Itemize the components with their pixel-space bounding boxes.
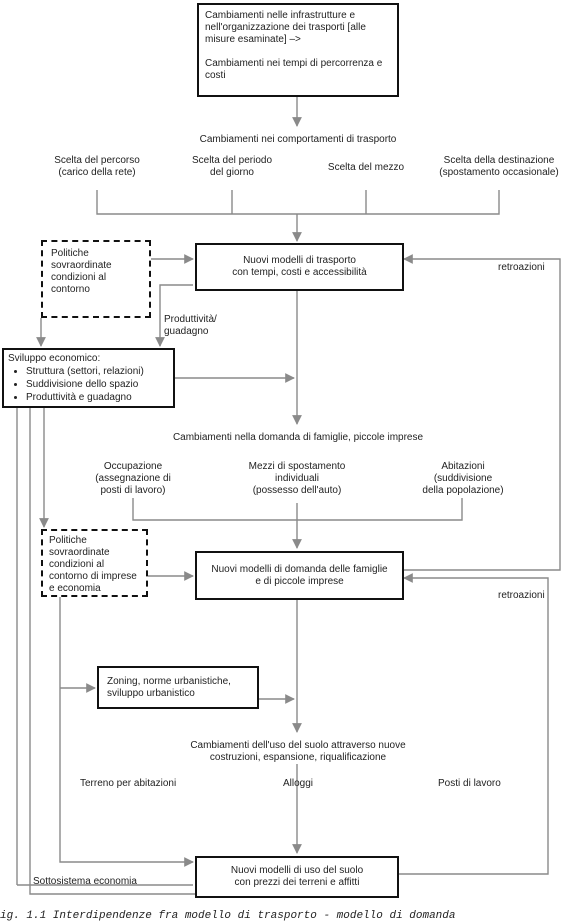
landuse-changes-label: Cambiamenti dell'uso del suolo attraverso nuove costruzioni, espansione, riqualificazione [190, 740, 406, 763]
arrow-policies-mid-to-landuse [60, 597, 193, 862]
productivity-label: Produttività/ guadagno [164, 314, 217, 337]
landuse-models-text: Nuovi modelli di uso del suolo con prezzi dei terreni e affitti [230, 865, 364, 888]
feedback-loop-2 [399, 578, 548, 874]
jobs-label: Posti di lavoro [438, 778, 501, 789]
economic-item-structure: • Struttura (settori, relazioni) [26, 365, 169, 378]
economic-item-space: • Suddivisione dello spazio [26, 378, 169, 391]
feedback-loop-1 [399, 259, 560, 570]
dwellings-label: Alloggi [282, 778, 314, 789]
choice-destination-label: Scelta della destinazione (spostamento occasionale) [439, 155, 559, 178]
feedback-label-1: retroazioni [498, 262, 545, 273]
choice-route-label: Scelta del percorso (carico della rete) [54, 155, 140, 178]
economic-development-box [2, 348, 175, 408]
figure-caption: ig. 1.1 Interdipendenze fra modello di trasporto - modello di domanda [0, 910, 456, 922]
demand-models-text: Nuovi modelli di domanda delle famiglie e di piccole imprese [211, 563, 388, 587]
economic-item-productivity: • Produttività e guadagno [26, 391, 169, 404]
zoning-text: Zoning, norme urbanistiche, sviluppo urbanistico [107, 676, 231, 699]
demand-changes-label: Cambiamenti nella domanda di famiglie, piccole imprese [172, 432, 424, 443]
policies-mid-box [41, 529, 148, 597]
choice-bracket [97, 190, 499, 214]
land-housing-label: Terreno per abitazioni [80, 778, 177, 789]
transport-models-text: Nuovi modelli di trasporto con tempi, costi e accessibilità [232, 255, 367, 278]
policies-top-text: Politiche sovraordinate condizioni al contorno [51, 248, 112, 295]
landuse-models-box [195, 856, 399, 898]
zoning-box [97, 666, 259, 709]
choice-period-label: Scelta del periodo del giorno [191, 155, 273, 178]
travel-time-changes-text: Cambiamenti nei tempi di percorrenza e costi [205, 58, 383, 81]
policies-mid-text: Politiche sovraordinate condizioni al contorno di imprese e economia [49, 535, 137, 594]
economy-subsystem-label: Sottosistema economia [33, 876, 137, 887]
demand-models-box [195, 551, 404, 600]
mobility-label: Mezzi di spostamento individuali (possesso dell'auto) [248, 461, 346, 496]
infrastructure-changes-text: Cambiamenti nelle infrastrutture e nell'organizzazione dei trasporti [alle misure esaminate] –> [205, 10, 366, 45]
occupation-label: Occupazione (assegnazione di posti di lavoro) [95, 461, 171, 496]
transport-models-box [195, 243, 404, 291]
feedback-label-2: retroazioni [498, 590, 545, 601]
choice-mode-label: Scelta del mezzo [327, 162, 405, 173]
infrastructure-changes-box [197, 3, 399, 97]
behaviour-changes-label: Cambiamenti nei comportamenti di trasporto [199, 134, 397, 145]
housing-label: Abitazioni (suddivisione della popolazione) [422, 461, 504, 496]
economic-development-title: Sviluppo economico: [8, 353, 101, 364]
economic-development-list [8, 365, 169, 404]
policies-top-box [41, 240, 151, 318]
